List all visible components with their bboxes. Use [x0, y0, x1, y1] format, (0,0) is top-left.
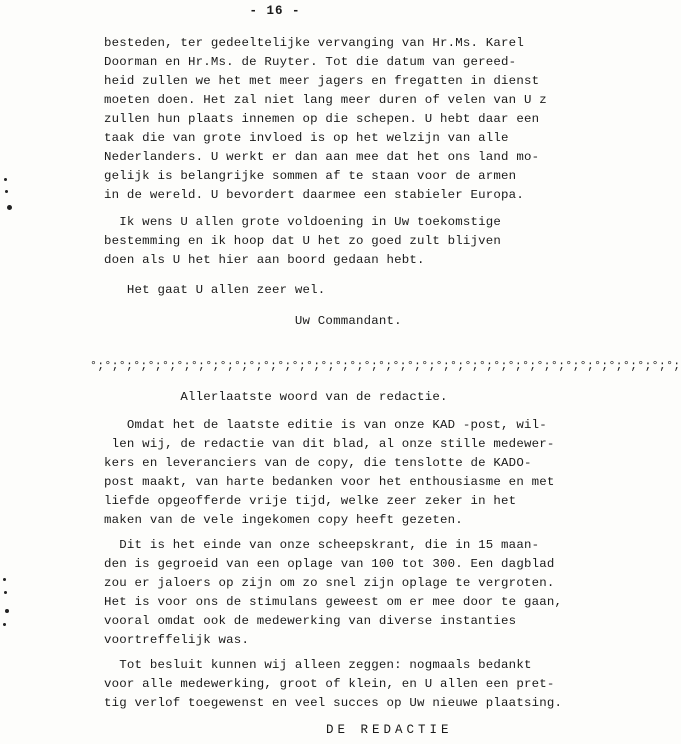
text-line: moeten doen. Het zal niet lang meer duren of velen van U z [104, 93, 547, 107]
text-line: Nederlanders. U werkt er dan aan mee dat het ons land mo- [104, 150, 540, 164]
text-line: vooral omdat ook de medewerking van diverse instanties [104, 614, 517, 628]
text-line: Doorman en Hr.Ms. de Ruyter. Tot die datum van gereed- [104, 55, 517, 69]
text-line: Uw Commandant. [104, 314, 402, 328]
text-line: doen als U het hier aan boord gedaan hebt. [104, 253, 425, 267]
text-line: liefde opgeofferde vrije tijd, welke zeer zeker in het [104, 494, 517, 508]
text-line: maken van de vele ingekomen copy heeft gezeten. [104, 513, 463, 527]
text-line: Tot besluit kunnen wij alleen zeggen: nogmaals bedankt [104, 658, 532, 672]
page-number: - 16 - [249, 4, 301, 18]
text-line: gelijk is belangrijke sommen af te staan voor de armen [104, 169, 517, 183]
text-line: taak die van grote invloed is op het welzijn van alle [104, 131, 509, 145]
text-line: len wij, de redactie van dit blad, al onze stille medewer- [104, 437, 555, 451]
text-line: Dit is het einde van onze scheepskrant, die in 15 maan- [104, 538, 540, 552]
text-line: Het gaat U allen zeer wel. [104, 283, 326, 297]
text-line: post maakt, van harte bedanken voor het enthousiasme en met [104, 475, 555, 489]
text-line: besteden, ter gedeeltelijke vervanging van Hr.Ms. Karel [104, 36, 524, 50]
text-line: in de wereld. U bevordert daarmee een stabieler Europa. [104, 188, 524, 202]
text-line: heid zullen we het met meer jagers en fregatten in dienst [104, 74, 540, 88]
text-line: Omdat het de laatste editie is van onze KAD -post, wil- [104, 418, 547, 432]
text-line: bestemming en ik hoop dat U het zo goed zult blijven [104, 234, 502, 248]
text-line: den is gegroeid van een oplage van 100 tot 300. Een dagblad [104, 557, 555, 571]
text-line: zullen hun plaats innemen op die schepen. U hebt daar een [104, 112, 540, 126]
text-line: tig verlof toegewenst en veel succes op Uw nieuwe plaatsing. [104, 696, 563, 710]
section-separator: °;°;°;°;°;°;°;°;°;°;°;°;°;°;°;°;°;°;°;°;°;°;°;°;°;°;°;°;°;°;°;°;°;°;°;°;°;°;°;°;°; [90, 360, 681, 373]
signature: DE REDACTIE [326, 723, 453, 737]
text-line: kers en leveranciers van de copy, die tenslotte de KADO- [104, 456, 532, 470]
text-line: voor alle medewerking, groot of klein, en U allen een pret- [104, 677, 555, 691]
text-line: zou er jaloers op zijn om zo snel zijn oplage te vergroten. [104, 576, 555, 590]
text-line: Allerlaatste woord van de redactie. [104, 390, 448, 404]
text-line: voortreffelijk was. [104, 633, 250, 647]
text-line: Ik wens U allen grote voldoening in Uw toekomstige [104, 215, 502, 229]
text-line: Het is voor ons de stimulans geweest om er mee door te gaan, [104, 595, 563, 609]
